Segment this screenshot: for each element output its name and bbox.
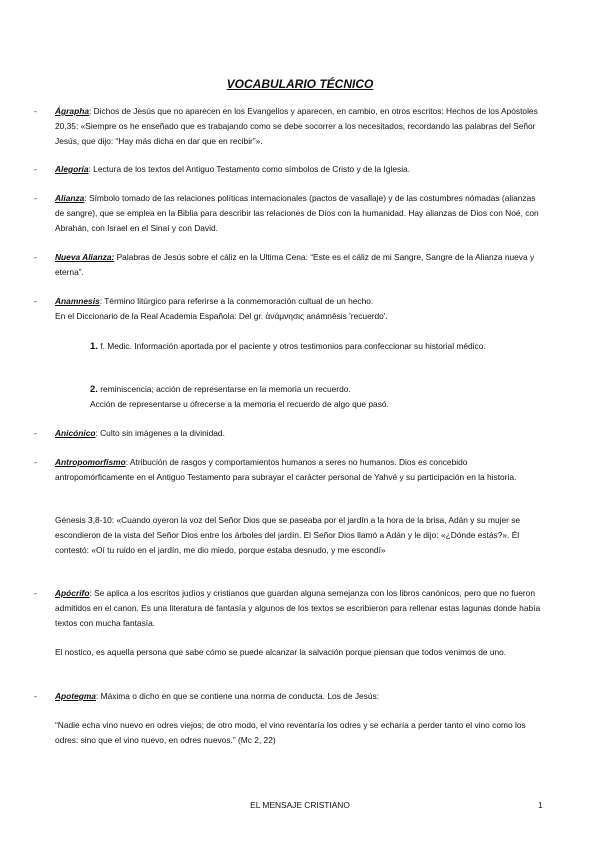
entry-text: : Lectura de los textos del Antiguo Testamento como símbolos de Cristo y de la Iglesia. bbox=[88, 164, 411, 174]
entry-term: Anamnesis bbox=[55, 296, 100, 306]
entry-dash: - bbox=[34, 428, 37, 438]
entry-alegoria bbox=[34, 162, 545, 177]
entry-text: : Término litúrgico para referirse a la conmemoración cultual de un hecho. bbox=[99, 296, 374, 306]
entry-text: : Se aplica a los escritos judíos y cristianos que guardan alguna semejanza con los libros canónicos, pero que no fueron admitidos en el canon. Es una literatura de fantasía y algunos de los textos se escribieron para rellenar estas lagunas donde había textos con mucha fantasía. bbox=[55, 588, 541, 628]
entry-term: Nueva Alianza: bbox=[55, 252, 115, 262]
entry-term: Ágrapha bbox=[55, 106, 89, 116]
entry-apocrifo bbox=[34, 586, 545, 631]
entry-text: Palabras de Jesús sobre el cáliz en la Ultima Cena: “Este es el cáliz de mi Sangre, Sangre de la Alianza nueva y eterna”. bbox=[55, 252, 535, 277]
entry-anamnesis bbox=[34, 294, 545, 324]
entry-alianza bbox=[34, 191, 545, 236]
entry-term: Apotegma bbox=[55, 691, 96, 701]
entry-text-dictionary: En el Diccionario de la Real Academia Española: Del gr. ἀνάμνησις anámnēsis 'recuerdo'. bbox=[55, 311, 388, 321]
entry-term: Antropomorfismo bbox=[55, 457, 126, 467]
entry-text: : Culto sin imágenes a la divinidad. bbox=[95, 428, 225, 438]
entry-aniconico bbox=[34, 426, 545, 441]
entry-text: : Máxima o dicho en que se contiene una norma de conducta. Los de Jesús: bbox=[95, 691, 380, 701]
entry-term: Alianza bbox=[55, 193, 85, 203]
entry-text: : Símbolo tomado de las relaciones políticas internacionales (pactos de vasallaje) y de las costumbres nómadas (alianzas de sangre), que se emplea en la Biblia para describir las relaciones de Dios con la humanidad. Hay alianzas de Dios con Noé, con Abrahán, con Israel en el Sinaí y con David. bbox=[55, 193, 539, 233]
genesis-quote: Génesis 3,8-10: «Cuando oyeron la voz del Señor Dios que se paseaba por el jardín a la hora de la brisa, Adán y su mujer se escondieron de la vista del Señor Dios entre los árboles del jardín. El Señor Dios llamó a Adán y le dijo: «¿Dónde estás?». Él contestó: «Oí tu ruido en el jardín, me dio miedo, porque estaba desnudo, y me escondí» bbox=[55, 515, 521, 555]
page-number: 1 bbox=[538, 800, 543, 810]
definition-number: 1. bbox=[90, 341, 98, 352]
entry-antropomorfismo bbox=[34, 455, 545, 485]
entry-dash: - bbox=[34, 252, 37, 262]
anamnesis-definition-2 bbox=[90, 382, 545, 412]
definition-text: f. Medic. Información aportada por el paciente y otros testimonios para confeccionar su historial médico. bbox=[97, 341, 486, 351]
entry-apotegma bbox=[34, 689, 545, 704]
entry-dash: - bbox=[34, 588, 37, 598]
entry-dash: - bbox=[34, 106, 37, 116]
definition-text: reminiscencia; acción de representarse en la memoria un recuerdo. bbox=[97, 384, 351, 394]
entry-term: Apócrifo bbox=[55, 588, 90, 598]
entry-dash: - bbox=[34, 296, 37, 306]
entry-agrapha bbox=[34, 104, 545, 149]
apotegma-quote: “Nadie echa vino nuevo en odres viejos; de otro modo, el vino reventaría los odres y se echaría a perder tanto el vino como los odres: sino que el vino nuevo, en odres nuevos.” (Mc 2, 22) bbox=[55, 720, 526, 745]
gnostic-note: El nostico, es aquella persona que sabe cómo se puede alcanzar la salvación porque piensan que todos venimos de uno. bbox=[55, 647, 507, 657]
entry-dash: - bbox=[34, 164, 37, 174]
entry-term: Alegoría bbox=[55, 164, 89, 174]
entry-text: : Dichos de Jesús que no aparecen en los Evangelios y aparecen, en cambio, en otros escritos: Hechos de los Apóstoles 20,35: «Siempre os he enseñado que es trabajando como se debe socorrer a los necesitados, recordando las palabras del Señor Jesús, que dijo: “Hay más dicha en dar que en recibir”». bbox=[55, 106, 538, 146]
entry-dash: - bbox=[34, 457, 37, 467]
anamnesis-definition-1 bbox=[90, 339, 545, 354]
entry-text: : Atribución de rasgos y comportamientos humanos a seres no humanos. Dios es concebido antropomórficamente en el Antiguo Testamento para subrayar el carácter personal de Yahvé y su participación en la historia. bbox=[55, 457, 517, 482]
entry-term: Anicónico bbox=[55, 428, 96, 438]
page-title: VOCABULARIO TÉCNICO bbox=[226, 77, 374, 91]
entry-nueva-alianza bbox=[34, 250, 545, 280]
entry-dash: - bbox=[34, 691, 37, 701]
entry-dash: - bbox=[34, 193, 37, 203]
footer-title: EL MENSAJE CRISTIANO bbox=[250, 800, 350, 810]
definition-number: 2. bbox=[90, 384, 98, 395]
definition-text-2: Acción de representarse u ofrecerse a la memoria el recuerdo de algo que pasó. bbox=[90, 399, 389, 409]
